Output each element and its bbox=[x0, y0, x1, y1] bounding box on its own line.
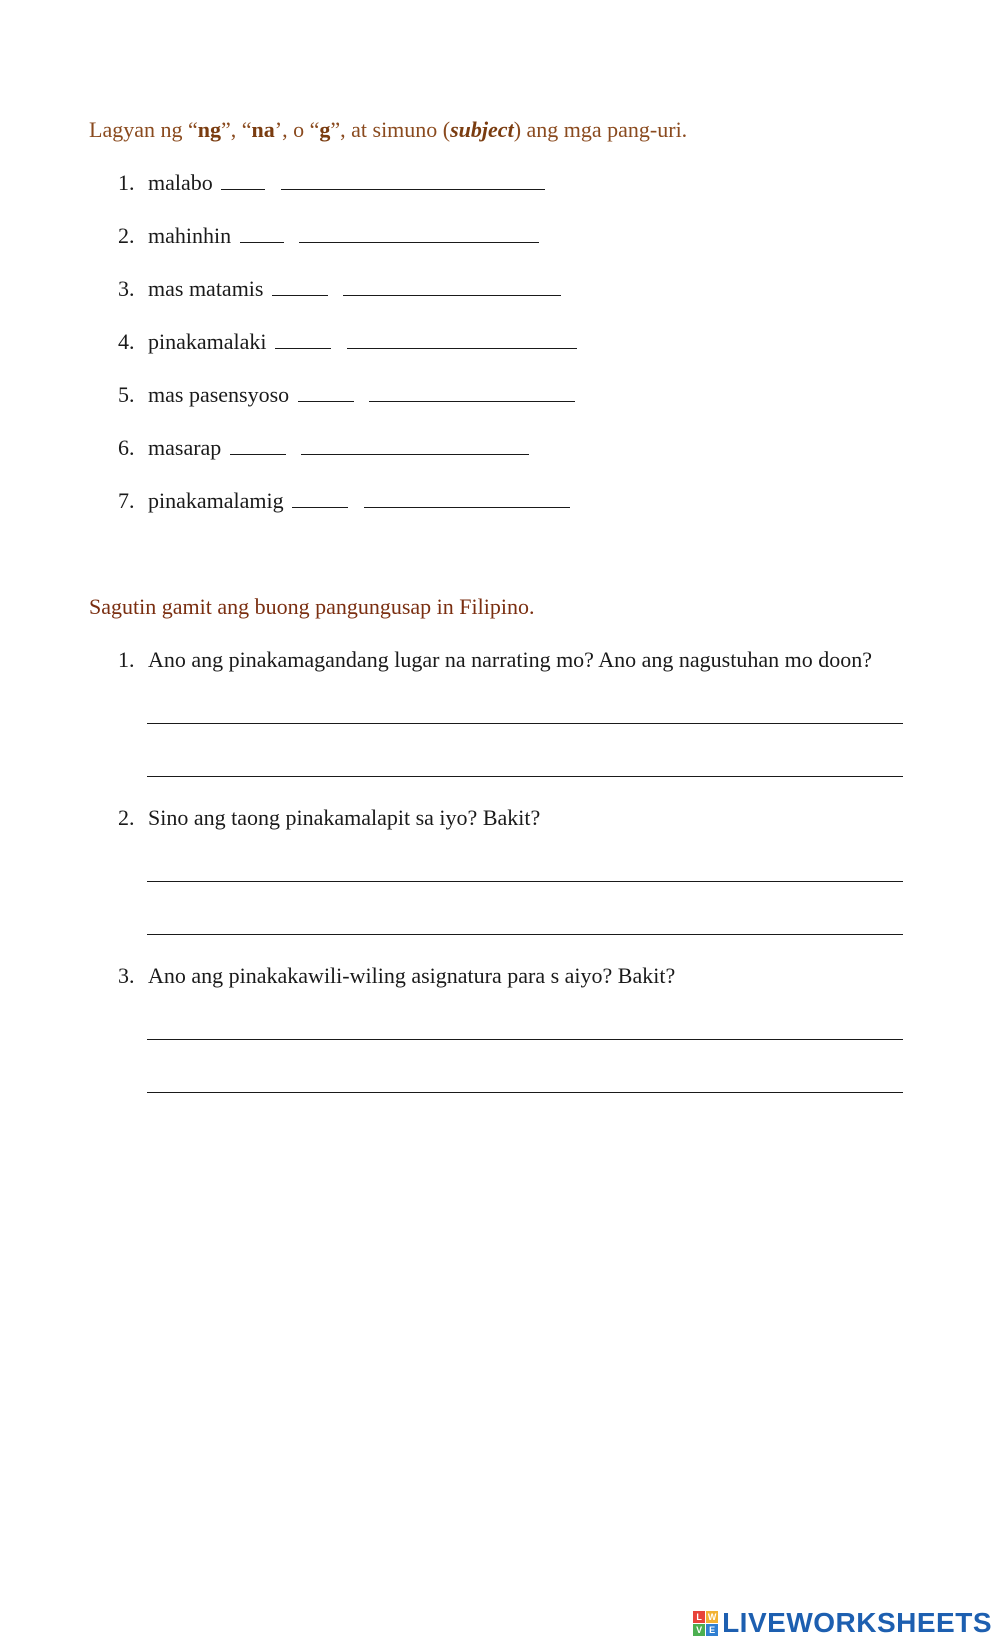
subject-blank[interactable] bbox=[364, 491, 570, 508]
question: 1. Ano ang pinakamagandang lugar na narrating mo? Ano ang nagustuhan mo doon? bbox=[118, 647, 872, 672]
list-item: 3. mas matamis bbox=[118, 278, 561, 300]
list-item: 5. mas pasensyoso bbox=[118, 384, 575, 406]
list-item: 4. pinakamalaki bbox=[118, 331, 577, 353]
subject-term: subject bbox=[450, 117, 514, 142]
subject-blank[interactable] bbox=[369, 385, 575, 402]
marker-blank[interactable] bbox=[275, 332, 331, 349]
marker-blank[interactable] bbox=[240, 226, 284, 243]
marker-ng: ng bbox=[197, 117, 221, 142]
list-item: 2. mahinhin bbox=[118, 225, 539, 247]
marker-blank[interactable] bbox=[272, 279, 328, 296]
marker-blank[interactable] bbox=[292, 491, 348, 508]
adjective: pinakamalaki bbox=[148, 329, 267, 354]
logo-letter: V bbox=[693, 1624, 705, 1636]
instruction-answer: Sagutin gamit ang buong pangungusap in Filipino. bbox=[89, 594, 535, 619]
logo-letter: W bbox=[707, 1611, 717, 1622]
marker-blank[interactable] bbox=[298, 385, 354, 402]
answer-line[interactable] bbox=[147, 881, 903, 882]
liveworksheets-logo bbox=[693, 1607, 992, 1639]
marker-blank[interactable] bbox=[230, 438, 286, 455]
subject-blank[interactable] bbox=[343, 279, 561, 296]
marker-g: g bbox=[319, 117, 331, 142]
adjective: mahinhin bbox=[148, 223, 232, 248]
adjective: mas pasensyoso bbox=[148, 382, 290, 407]
list-item: 1. malabo bbox=[118, 172, 545, 194]
logo-icon bbox=[693, 1611, 718, 1636]
brand-name: LIVEWORKSHEETS bbox=[722, 1607, 992, 1638]
subject-blank[interactable] bbox=[347, 332, 577, 349]
logo-letter: L bbox=[693, 1611, 705, 1623]
answer-line[interactable] bbox=[147, 1039, 903, 1040]
question: 3. Ano ang pinakakawili-wiling asignatura para s aiyo? Bakit? bbox=[118, 963, 676, 988]
question: 2. Sino ang taong pinakamalapit sa iyo? Bakit? bbox=[118, 805, 541, 830]
answer-line[interactable] bbox=[147, 723, 903, 724]
answer-line[interactable] bbox=[147, 1092, 903, 1093]
list-item: 7. pinakamalamig bbox=[118, 490, 570, 512]
subject-blank[interactable] bbox=[301, 438, 529, 455]
logo-letter: E bbox=[706, 1624, 718, 1636]
question-text: Sino ang taong pinakamalapit sa iyo? Bakit? bbox=[148, 805, 541, 830]
answer-line[interactable] bbox=[147, 776, 903, 777]
marker-blank[interactable] bbox=[221, 173, 265, 190]
subject-blank[interactable] bbox=[281, 173, 545, 190]
marker-na: na bbox=[251, 117, 275, 142]
answer-line[interactable] bbox=[147, 934, 903, 935]
question-text: Ano ang pinakamagandang lugar na narrating mo? Ano ang nagustuhan mo doon? bbox=[148, 647, 872, 672]
adjective: malabo bbox=[148, 170, 213, 195]
adjective: pinakamalamig bbox=[148, 488, 284, 513]
question-text: Ano ang pinakakawili-wiling asignatura para s aiyo? Bakit? bbox=[148, 963, 676, 988]
instruction-fill-in: Lagyan ng “ng”, “na’, o “g”, at simuno (subject) ang mga pang-uri. bbox=[89, 117, 688, 142]
list-item: 6. masarap bbox=[118, 437, 529, 459]
adjective: mas matamis bbox=[148, 276, 264, 301]
subject-blank[interactable] bbox=[299, 226, 539, 243]
adjective: masarap bbox=[148, 435, 222, 460]
